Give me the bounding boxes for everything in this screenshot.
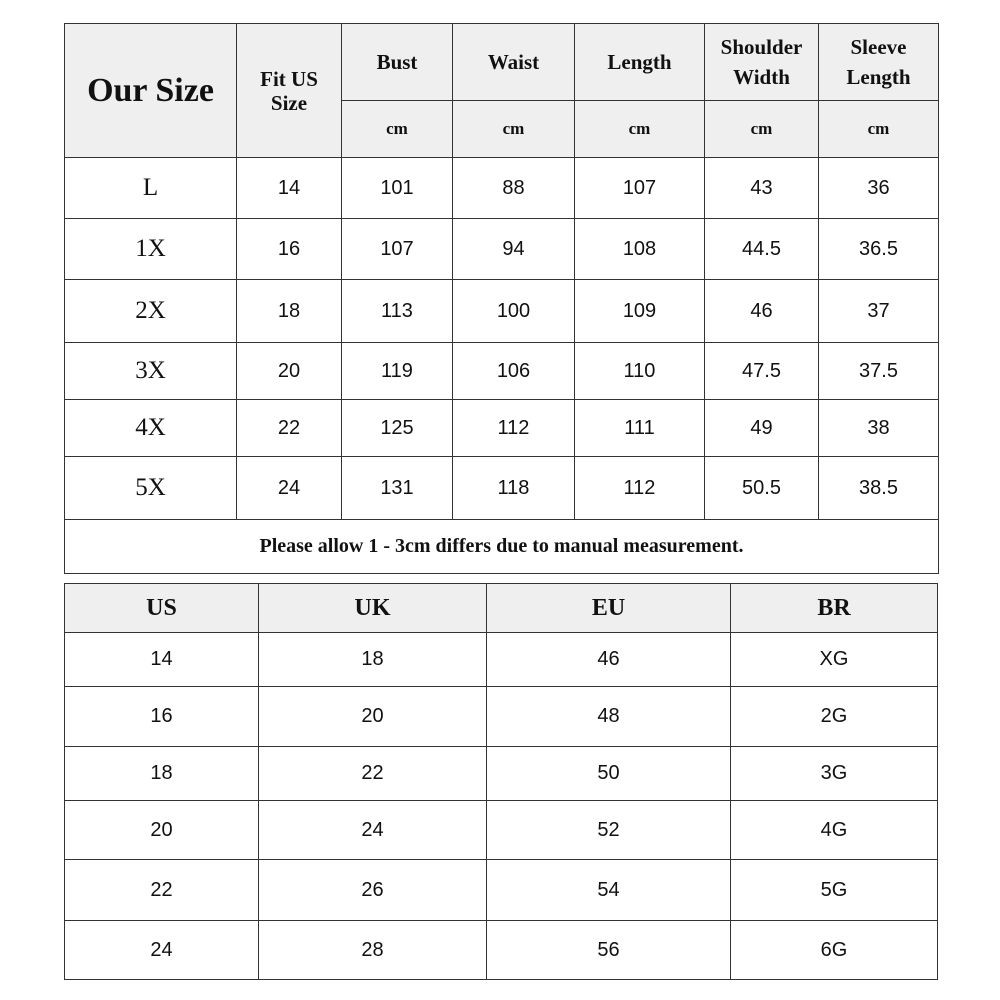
br-value: 6G <box>731 921 938 980</box>
length-value: 107 <box>575 158 705 219</box>
shoulder-header-line-1: Shoulder <box>720 35 803 59</box>
uk-value: 24 <box>259 801 487 860</box>
fit-us-header-line-1: Fit US <box>260 66 318 91</box>
waist-value: 94 <box>453 219 575 280</box>
uk-value: 28 <box>259 921 487 980</box>
shoulder-header-line-2: Width <box>733 65 790 89</box>
sleeve-value: 36 <box>819 158 939 219</box>
us-value: 20 <box>65 801 259 860</box>
length-value: 111 <box>575 400 705 457</box>
measurement-note: Please allow 1 - 3cm differs due to manual measurement. <box>65 520 939 574</box>
eu-value: 48 <box>487 687 731 747</box>
eu-value: 52 <box>487 801 731 860</box>
us-size-value: 16 <box>237 219 342 280</box>
size-chart-table <box>64 23 939 574</box>
sleeve-value: 38 <box>819 400 939 457</box>
bust-header: Bust <box>342 24 453 101</box>
sleeve-header-line-2: Length <box>846 65 911 89</box>
uk-value: 26 <box>259 860 487 921</box>
us-size-value: 14 <box>237 158 342 219</box>
waist-value: 88 <box>453 158 575 219</box>
waist-header: Waist <box>453 24 575 101</box>
conversion-row <box>65 921 938 980</box>
eu-value: 54 <box>487 860 731 921</box>
length-value: 108 <box>575 219 705 280</box>
conversion-header-row <box>65 584 938 633</box>
waist-value: 118 <box>453 457 575 520</box>
our-size-header: Our Size <box>65 24 237 158</box>
conversion-row <box>65 860 938 921</box>
size-row <box>65 343 939 400</box>
us-value: 16 <box>65 687 259 747</box>
sleeve-value: 37.5 <box>819 343 939 400</box>
shoulder-value: 49 <box>705 400 819 457</box>
uk-value: 18 <box>259 633 487 687</box>
size-conversion-table <box>64 583 938 980</box>
eu-column-header: EU <box>487 584 731 633</box>
conversion-row <box>65 747 938 801</box>
size-label: 5X <box>65 457 237 520</box>
length-value: 110 <box>575 343 705 400</box>
conversion-row <box>65 801 938 860</box>
size-row <box>65 280 939 343</box>
shoulder-unit: cm <box>705 101 819 158</box>
sleeve-length-header <box>819 24 939 101</box>
length-unit: cm <box>575 101 705 158</box>
bust-value: 125 <box>342 400 453 457</box>
uk-column-header: UK <box>259 584 487 633</box>
br-value: 5G <box>731 860 938 921</box>
size-row <box>65 219 939 280</box>
eu-value: 50 <box>487 747 731 801</box>
us-size-value: 22 <box>237 400 342 457</box>
br-value: XG <box>731 633 938 687</box>
eu-value: 56 <box>487 921 731 980</box>
size-row <box>65 457 939 520</box>
conversion-row <box>65 633 938 687</box>
uk-value: 22 <box>259 747 487 801</box>
waist-value: 100 <box>453 280 575 343</box>
bust-value: 107 <box>342 219 453 280</box>
sleeve-value: 38.5 <box>819 457 939 520</box>
shoulder-value: 43 <box>705 158 819 219</box>
us-column-header: US <box>65 584 259 633</box>
shoulder-value: 46 <box>705 280 819 343</box>
us-size-value: 18 <box>237 280 342 343</box>
fit-us-size-header <box>237 24 342 158</box>
us-size-value: 20 <box>237 343 342 400</box>
shoulder-width-header <box>705 24 819 101</box>
shoulder-value: 47.5 <box>705 343 819 400</box>
bust-value: 113 <box>342 280 453 343</box>
br-value: 3G <box>731 747 938 801</box>
waist-value: 106 <box>453 343 575 400</box>
conversion-row <box>65 687 938 747</box>
us-value: 24 <box>65 921 259 980</box>
us-size-value: 24 <box>237 457 342 520</box>
br-value: 2G <box>731 687 938 747</box>
fit-us-header-line-2: Size <box>270 90 308 115</box>
shoulder-value: 44.5 <box>705 219 819 280</box>
uk-value: 20 <box>259 687 487 747</box>
length-value: 109 <box>575 280 705 343</box>
bust-value: 131 <box>342 457 453 520</box>
waist-value: 112 <box>453 400 575 457</box>
br-column-header: BR <box>731 584 938 633</box>
eu-value: 46 <box>487 633 731 687</box>
sleeve-value: 37 <box>819 280 939 343</box>
size-row <box>65 400 939 457</box>
size-label: 4X <box>65 400 237 457</box>
size-label: 3X <box>65 343 237 400</box>
length-header: Length <box>575 24 705 101</box>
size-row <box>65 158 939 219</box>
sleeve-header-line-1: Sleeve <box>850 35 907 59</box>
sleeve-unit: cm <box>819 101 939 158</box>
sleeve-value: 36.5 <box>819 219 939 280</box>
bust-value: 101 <box>342 158 453 219</box>
us-value: 18 <box>65 747 259 801</box>
size-label: 1X <box>65 219 237 280</box>
us-value: 14 <box>65 633 259 687</box>
size-label: 2X <box>65 280 237 343</box>
size-label: L <box>65 158 237 219</box>
us-value: 22 <box>65 860 259 921</box>
length-value: 112 <box>575 457 705 520</box>
waist-unit: cm <box>453 101 575 158</box>
shoulder-value: 50.5 <box>705 457 819 520</box>
bust-value: 119 <box>342 343 453 400</box>
bust-unit: cm <box>342 101 453 158</box>
br-value: 4G <box>731 801 938 860</box>
